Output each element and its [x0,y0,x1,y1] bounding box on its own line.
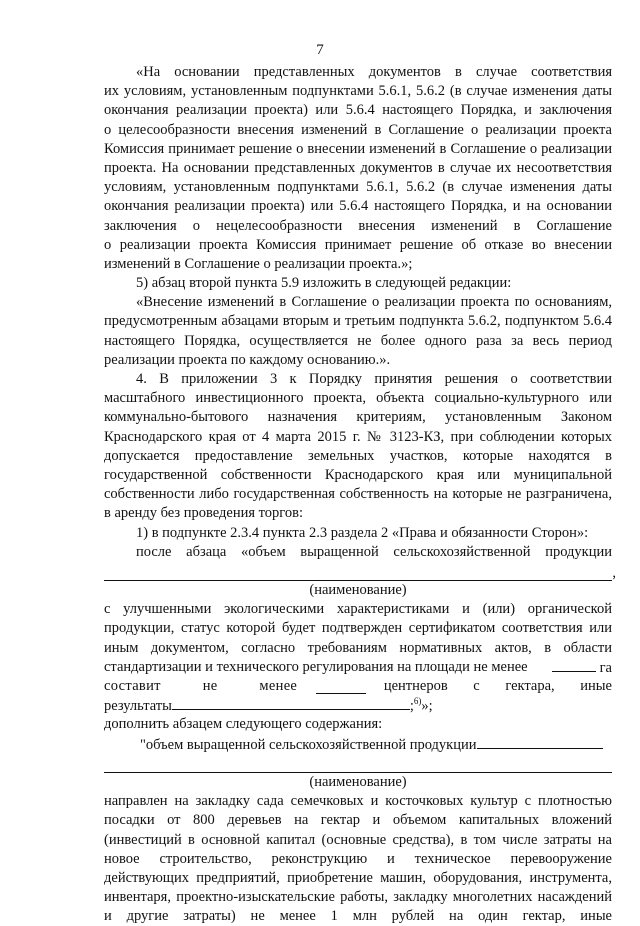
text-line [104,677,612,696]
fill-in-line [104,562,616,582]
text-line: с улучшенными экологическими характеристиками и (или) органической [104,601,612,618]
text-line [104,696,612,715]
text-line: окончания реализации проекта) или 5.6.4 настоящего Порядка, и заключения [104,102,612,119]
text-fragment: центнеров с гектара, иные [383,678,612,694]
text-line: направлен на закладку сада семечковых и косточковых культур с плотностью [104,793,612,810]
text-line: продукции, статус которой будет подтвержден сертификатом соответствия или [104,620,612,637]
text-line: проекта. На основании представленных документов в случае их несоответствия [104,159,612,176]
text-line: иным документом, согласно требованиям нормативных актов, в области [104,639,612,656]
text-line: предусмотренным абзацами вторым и третьим подпункта 5.6.2, подпунктом 5.6.4 [104,313,612,330]
results-blank [172,696,410,710]
text-line: (инвестиций в основной капитал (основные средства), в том числе затраты на [104,831,612,848]
text-line: о реализации проекта Комиссия принимает решение об отказе во внесении [104,236,612,253]
product-blank [477,735,603,749]
text-fragment: га [552,658,612,677]
document-body [104,63,616,926]
text-line: допускается предоставление земельных участков, которые находятся в [104,447,612,464]
text-fragment: стандартизации и технического регулирования на площади не менее [104,658,528,675]
yield-blank [316,680,366,694]
fill-in-line [104,754,612,773]
text-line: масштабного инвестиционного проекта, объекта социально-культурного или [104,390,612,407]
text-line: их условиям, установленным подпунктами 5.6.1, 5.6.2 (в случае изменения даты [104,83,612,100]
text-line: «На основании представленных документов в случае соответствия [136,64,612,80]
field-caption: (наименование) [309,582,407,599]
text-line: настоящего Порядка, осуществляется не более одного раза за весь период [104,332,612,349]
field-caption: (наименование) [309,773,407,790]
text-line: Комиссия принимает решение о внесении изменений в Соглашение о реализации [104,140,612,157]
text-line: изменений в Соглашение о реализации проекта.»; [104,255,413,272]
text-line: в аренду без проведения торгов: [104,505,304,522]
trailing-comma: , [612,565,616,582]
text-line: заключения о нецелесообразности внесения изменений в Соглашение [104,217,612,234]
text-line [104,735,612,754]
text-line: о целесообразности внесения изменений в Соглашение о реализации проекта [104,121,612,138]
text-line: собственности либо государственная собственность на которые не разграничена, [104,486,612,503]
footnote-ref: 6) [413,696,422,707]
text-line: посадки от 800 деревьев на гектар и объемом капитальных вложений [104,812,612,829]
text-fragment: ; [409,698,414,715]
text-line: новое строительство, реконструкцию и техническое перевооружение [104,850,612,867]
page-number: 7 [316,42,324,58]
text-line: «Внесение изменений в Соглашение о реализации проекта по основаниям, [136,294,612,311]
text-line: государственной собственности Краснодарского края или муниципальной [104,466,612,483]
text-line: коммунально-бытового назначения критериям, установленным Законом [104,409,612,426]
text-line: после абзаца «объем выращенной сельскохозяйственной продукции [136,543,612,560]
text-line [104,658,612,677]
text-line: инвентаря, проектно-изыскательские работы, закладку многолетних насаждений [104,889,612,906]
text-fragment: результаты [104,698,172,715]
text-line: дополнить абзацем следующего содержания: [104,716,383,733]
text-line: и другие затраты) не менее 1 млн рублей на один гектар, иные [104,908,612,925]
text-line: действующих предприятий, приобретение машин, оборудования, инструмента, [104,869,612,886]
text-line: условиям, установленным подпунктами 5.6.1, 5.6.2 (в случае изменения даты [104,179,612,196]
area-blank [552,658,596,672]
text-line: Краснодарского края от 4 марта 2015 г. № 3123-КЗ, при соблюдении которых [104,428,612,445]
text-line: реализации проекта по каждому основанию.». [104,351,391,368]
text-line: 4. В приложении 3 к Порядку принятия решения о соответствии [136,371,612,387]
text-line: 5) абзац второй пункта 5.9 изложить в следующей редакции: [136,275,512,292]
text-line: 1) в подпункте 2.3.4 пункта 2.3 раздела 2 «Права и обязанности Сторон»: [136,524,589,541]
text-line: окончания реализации проекта) или 5.6.4 настоящего Порядка, и на основании [104,198,612,215]
text-fragment: »; [421,698,433,715]
text-fragment: составит не менее [104,678,298,694]
text-fragment: "объем выращенной сельскохозяйственной продукции [140,736,477,753]
